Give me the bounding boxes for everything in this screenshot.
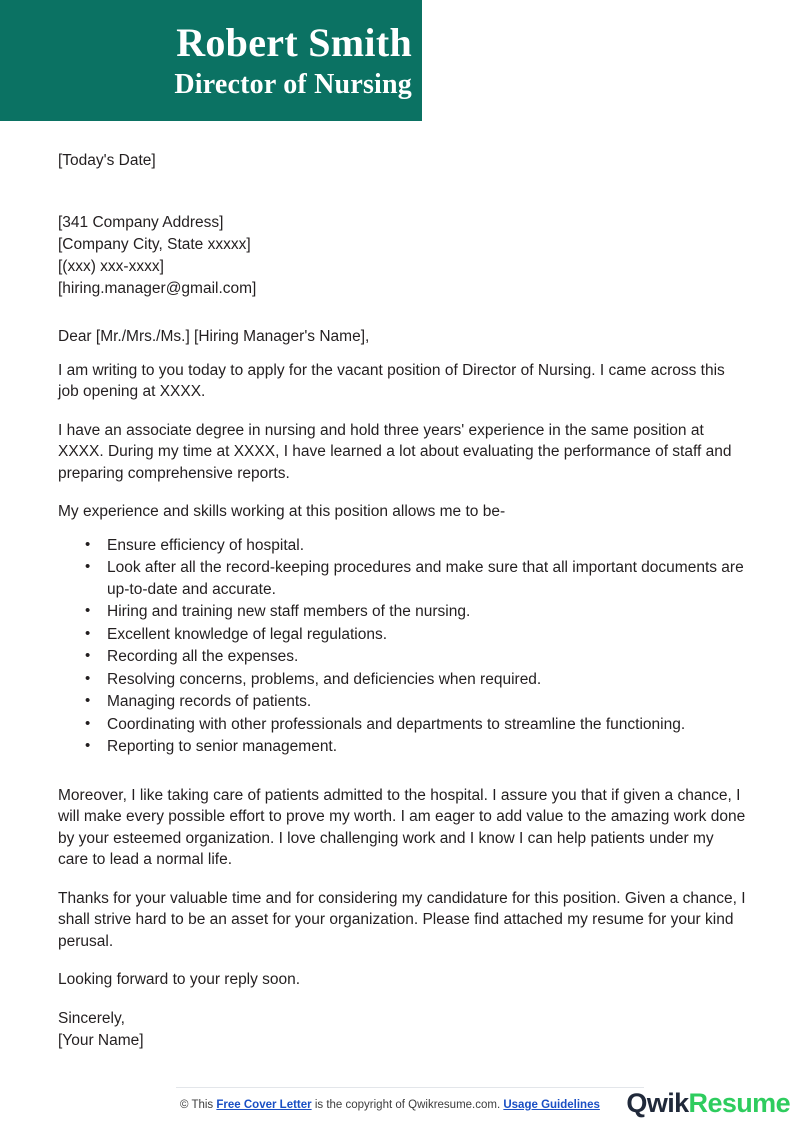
spacer [58, 871, 748, 888]
spacer [58, 484, 748, 501]
recipient-address-block [58, 212, 748, 300]
spacer [58, 952, 748, 969]
free-cover-letter-link[interactable]: Free Cover Letter [216, 1099, 312, 1111]
usage-guidelines-link[interactable]: Usage Guidelines [503, 1099, 600, 1111]
paragraph-thanks: Thanks for your valuable time and for considering my candidature for this position. Given a chance, I shall strive hard to be an asset for your organization. Please find attached my resume for your kind perusal. [58, 889, 746, 950]
applicant-job-title: Director of Nursing [174, 68, 412, 100]
footer-divider [176, 1087, 644, 1088]
logo-text-resume: Resume [688, 1088, 790, 1118]
recipient-phone: [(xxx) xxx-xxxx] [58, 258, 164, 275]
qwikresume-logo[interactable] [626, 1087, 790, 1119]
recipient-city-state-zip: [Company City, State xxxxx] [58, 236, 251, 253]
list-item: • Managing records of patients. [58, 691, 748, 713]
list-item: • Hiring and training new staff members of the nursing. [58, 601, 748, 623]
paragraph-closing-note: Looking forward to your reply soon. [58, 971, 301, 988]
applicant-name: Robert Smith [176, 19, 412, 65]
spacer [58, 403, 748, 420]
list-item: • Coordinating with other professionals and departments to streamline the functioning. [58, 714, 748, 736]
spacer [58, 991, 748, 1008]
letter-date: [Today's Date] [58, 152, 156, 169]
list-item: • Look after all the record-keeping procedures and make sure that all important documents are up-to-date and accurate. [58, 557, 748, 600]
footer-copyright [180, 1097, 600, 1113]
paragraph-motivation: Moreover, I like taking care of patients admitted to the hospital. I assure you that if given a chance, I will make every possible effort to prove my worth. I am eager to add value to the amazing work done by your esteemed organization. I love challenging work and I know I can help patients under my care to lead a normal life. [58, 786, 746, 868]
closing-salutation: Sincerely, [58, 1009, 125, 1027]
paragraph-experience: I have an associate degree in nursing and hold three years' experience in the same position at XXXX. During my time at XXXX, I have learned a lot about evaluating the performance of staff and preparing comprehensive reports. [58, 421, 732, 482]
copyright-prefix: © This [180, 1099, 217, 1111]
list-item: • Reporting to senior management. [58, 736, 748, 758]
list-item: • Resolving concerns, problems, and deficiencies when required. [58, 669, 748, 691]
list-item: • Excellent knowledge of legal regulations. [58, 624, 748, 646]
list-item: • Recording all the expenses. [58, 646, 748, 668]
spacer [58, 348, 748, 360]
signature-name: [Your Name] [58, 1031, 144, 1049]
spacer [58, 300, 748, 326]
paragraph-intro: I am writing to you today to apply for the vacant position of Director of Nursing. I came across this job opening at XXXX. [58, 361, 725, 400]
skills-list [58, 535, 748, 758]
page-footer [0, 1079, 800, 1131]
letterhead-banner [0, 0, 422, 121]
salutation: Dear [Mr./Mrs./Ms.] [Hiring Manager's Name], [58, 328, 370, 345]
spacer [58, 759, 748, 785]
recipient-street-address: [341 Company Address] [58, 214, 224, 231]
spacer [58, 172, 748, 212]
copyright-middle: is the copyright of Qwikresume.com. [311, 1099, 504, 1111]
logo-text-qwik: Qwik [626, 1088, 689, 1118]
list-item: • Ensure efficiency of hospital. [58, 535, 748, 557]
letter-body [58, 150, 748, 1052]
skills-intro: My experience and skills working at this position allows me to be- [58, 503, 506, 520]
recipient-email: [hiring.manager@gmail.com] [58, 280, 257, 297]
spacer [58, 523, 748, 535]
